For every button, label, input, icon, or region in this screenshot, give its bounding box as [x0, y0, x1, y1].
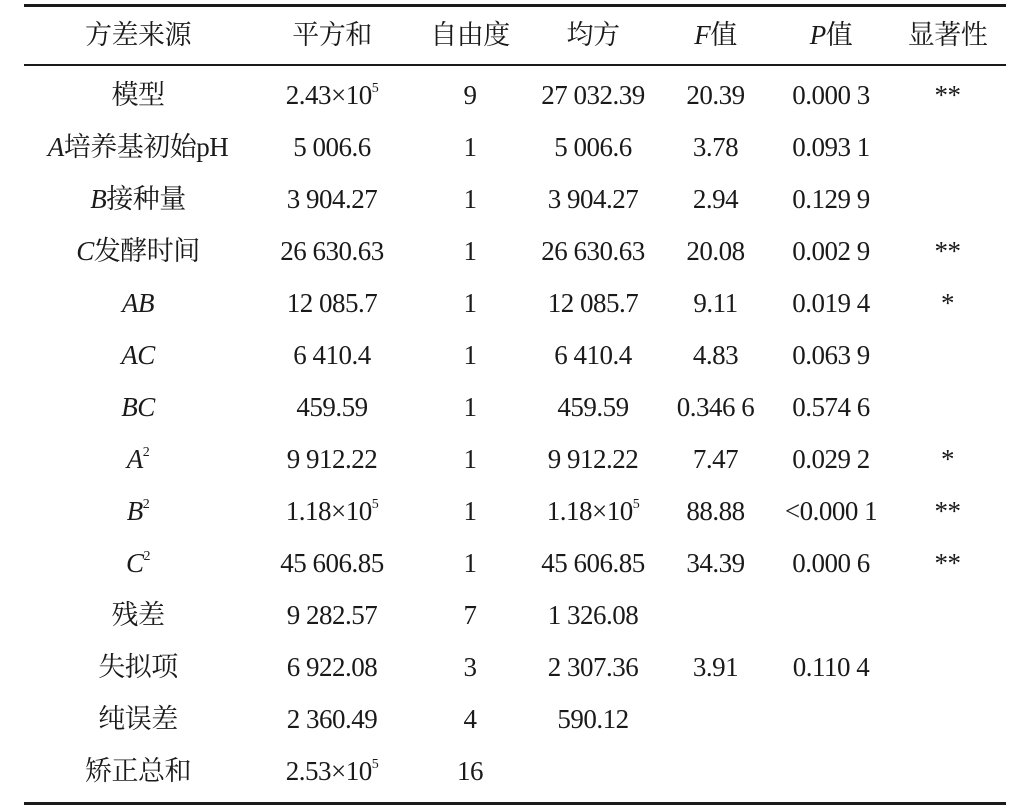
mean-square-value: 9 912.22	[547, 443, 639, 474]
table-row	[24, 589, 1006, 641]
mean-square-cell	[528, 391, 658, 422]
mean-square-value: 1.18×10	[546, 495, 633, 526]
sum-of-squares-cell	[252, 287, 412, 318]
header-f-letter: F	[694, 20, 711, 50]
source-cell	[24, 287, 252, 318]
mean-square-cell	[528, 495, 658, 526]
source-cell	[24, 443, 252, 474]
p-value-cell: <0.000 1	[784, 495, 878, 526]
p-value-cell: 0.029 2	[792, 443, 870, 474]
degrees-of-freedom-cell: 1	[463, 287, 477, 318]
sum-of-squares-exponent: 5	[371, 80, 379, 96]
degrees-of-freedom-cell: 1	[463, 131, 477, 162]
sum-of-squares-cell	[252, 339, 412, 370]
degrees-of-freedom-cell: 4	[463, 703, 477, 734]
sum-of-squares-cell	[252, 235, 412, 266]
f-value-cell: 3.78	[692, 131, 739, 162]
mean-square-cell	[528, 651, 658, 682]
mean-square-value: 459.59	[557, 391, 629, 422]
header-sum-of-squares: 平方和	[292, 20, 372, 50]
sum-of-squares-cell	[252, 391, 412, 422]
table-row	[24, 277, 1006, 329]
f-value-cell: 3.91	[692, 651, 739, 682]
source-cell	[24, 391, 252, 422]
significance-cell: **	[934, 79, 961, 110]
source-cell	[24, 183, 252, 214]
source-label: 纯误差	[98, 703, 178, 734]
table-row	[24, 433, 1006, 485]
p-value-cell: 0.574 6	[792, 391, 870, 422]
mean-square-value: 12 085.7	[547, 287, 639, 318]
source-factor: BC	[121, 391, 155, 422]
header-p-suffix: 值	[825, 20, 853, 50]
f-value-cell: 20.39	[686, 79, 745, 110]
source-cell	[24, 131, 252, 162]
header-mean-square: 均方	[566, 20, 620, 50]
mean-square-cell	[528, 131, 658, 162]
significance-cell: **	[934, 235, 961, 266]
table-row	[24, 381, 1006, 433]
sum-of-squares-cell	[252, 703, 412, 734]
mean-square-value: 5 006.6	[554, 131, 632, 162]
table-body	[24, 66, 1006, 802]
sum-of-squares-value: 45 606.85	[280, 547, 384, 578]
source-exponent: 2	[142, 496, 150, 512]
sum-of-squares-value: 1.18×10	[285, 495, 372, 526]
mean-square-cell	[528, 703, 658, 734]
sum-of-squares-cell	[252, 651, 412, 682]
mean-square-cell	[528, 79, 658, 110]
sum-of-squares-value: 6 922.08	[286, 651, 378, 682]
sum-of-squares-value: 2.53×10	[285, 755, 372, 786]
f-value-cell: 20.08	[686, 235, 745, 266]
source-factor: B	[126, 495, 143, 526]
degrees-of-freedom-cell: 1	[463, 547, 477, 578]
sum-of-squares-value: 26 630.63	[280, 235, 384, 266]
p-value-cell: 0.000 3	[792, 79, 870, 110]
table-row	[24, 225, 1006, 277]
source-cell	[24, 79, 252, 110]
mean-square-exponent: 5	[632, 496, 640, 512]
source-exponent: 2	[142, 444, 150, 460]
header-f-value	[658, 22, 773, 49]
significance-cell: **	[934, 495, 961, 526]
sum-of-squares-value: 12 085.7	[286, 287, 378, 318]
p-value-cell: 0.000 6	[792, 547, 870, 578]
anova-table	[24, 4, 1006, 805]
sum-of-squares-cell	[252, 183, 412, 214]
mean-square-value: 26 630.63	[541, 235, 645, 266]
p-value-cell: 0.002 9	[792, 235, 870, 266]
p-value-cell: 0.129 9	[792, 183, 870, 214]
source-label: 模型	[111, 79, 165, 110]
source-label: 失拟项	[98, 651, 178, 682]
sum-of-squares-value: 2 360.49	[286, 703, 378, 734]
source-cell	[24, 651, 252, 682]
mean-square-value: 6 410.4	[554, 339, 632, 370]
f-value-cell: 34.39	[686, 547, 745, 578]
header-significance: 显著性	[907, 20, 988, 50]
degrees-of-freedom-cell: 1	[463, 495, 477, 526]
degrees-of-freedom-cell: 7	[463, 599, 477, 630]
sum-of-squares-value: 3 904.27	[286, 183, 378, 214]
sum-of-squares-exponent: 5	[371, 496, 379, 512]
source-label: 培养基初始pH	[63, 131, 229, 162]
source-factor: A	[126, 443, 143, 474]
source-label: 接种量	[106, 183, 186, 214]
table-row	[24, 537, 1006, 589]
mean-square-cell	[528, 339, 658, 370]
sum-of-squares-cell	[252, 495, 412, 526]
source-cell	[24, 495, 252, 526]
p-value-cell: 0.110 4	[792, 651, 870, 682]
mean-square-value: 3 904.27	[547, 183, 639, 214]
header-row	[24, 7, 1006, 64]
sum-of-squares-cell	[252, 547, 412, 578]
f-value-cell: 88.88	[686, 495, 745, 526]
source-cell	[24, 703, 252, 734]
f-value-cell: 2.94	[692, 183, 739, 214]
source-factor: B	[90, 183, 107, 214]
degrees-of-freedom-cell: 1	[463, 339, 477, 370]
p-value-cell: 0.063 9	[792, 339, 870, 370]
sum-of-squares-cell	[252, 755, 412, 786]
header-p-letter: P	[809, 20, 826, 50]
table-row	[24, 173, 1006, 225]
mean-square-value: 590.12	[557, 703, 629, 734]
sum-of-squares-value: 9 282.57	[286, 599, 378, 630]
mean-square-value: 45 606.85	[541, 547, 645, 578]
header-degrees-of-freedom: 自由度	[430, 20, 510, 50]
source-cell	[24, 755, 252, 786]
mean-square-cell	[528, 547, 658, 578]
sum-of-squares-value: 2.43×10	[285, 79, 372, 110]
degrees-of-freedom-cell: 1	[463, 443, 477, 474]
f-value-cell: 9.11	[693, 287, 738, 318]
degrees-of-freedom-cell: 1	[463, 183, 477, 214]
header-p-value	[773, 22, 889, 49]
mean-square-cell	[528, 183, 658, 214]
source-factor: C	[76, 235, 94, 266]
sum-of-squares-value: 5 006.6	[293, 131, 371, 162]
source-factor: A	[47, 131, 64, 162]
table-row	[24, 745, 1006, 797]
table-row	[24, 693, 1006, 745]
sum-of-squares-cell	[252, 79, 412, 110]
source-cell	[24, 599, 252, 630]
f-value-cell: 0.346 6	[676, 391, 755, 422]
mean-square-value: 2 307.36	[547, 651, 639, 682]
source-cell	[24, 235, 252, 266]
source-factor: AB	[122, 287, 154, 318]
mean-square-cell	[528, 443, 658, 474]
table-row	[24, 329, 1006, 381]
p-value-cell: 0.093 1	[792, 131, 870, 162]
source-label: 残差	[111, 599, 165, 630]
p-value-cell: 0.019 4	[792, 287, 870, 318]
source-cell	[24, 339, 252, 370]
mean-square-cell	[528, 599, 658, 630]
sum-of-squares-cell	[252, 599, 412, 630]
table-row	[24, 121, 1006, 173]
degrees-of-freedom-cell: 1	[463, 391, 477, 422]
sum-of-squares-cell	[252, 131, 412, 162]
header-f-suffix: 值	[710, 20, 737, 50]
mean-square-value: 1 326.08	[547, 599, 639, 630]
source-label: 矫正总和	[85, 755, 191, 786]
mean-square-cell	[528, 287, 658, 318]
significance-cell: *	[941, 443, 954, 474]
source-exponent: 2	[143, 548, 150, 564]
f-value-cell: 4.83	[692, 339, 739, 370]
sum-of-squares-exponent: 5	[371, 756, 379, 772]
degrees-of-freedom-cell: 1	[463, 235, 477, 266]
table-row	[24, 641, 1006, 693]
f-value-cell: 7.47	[692, 443, 739, 474]
sum-of-squares-cell	[252, 443, 412, 474]
degrees-of-freedom-cell: 3	[463, 651, 477, 682]
sum-of-squares-value: 6 410.4	[293, 339, 371, 370]
significance-cell: **	[934, 547, 961, 578]
degrees-of-freedom-cell: 16	[457, 755, 483, 786]
table-row	[24, 485, 1006, 537]
source-label: 发酵时间	[93, 235, 200, 266]
sum-of-squares-value: 459.59	[296, 391, 368, 422]
table-row	[24, 69, 1006, 121]
header-source: 方差来源	[85, 20, 191, 50]
mean-square-value: 27 032.39	[541, 79, 645, 110]
source-factor: AC	[121, 339, 155, 370]
degrees-of-freedom-cell: 9	[463, 79, 477, 110]
significance-cell: *	[941, 287, 954, 318]
source-cell	[24, 547, 252, 578]
source-factor: C	[125, 547, 144, 578]
sum-of-squares-value: 9 912.22	[286, 443, 378, 474]
mean-square-cell	[528, 235, 658, 266]
